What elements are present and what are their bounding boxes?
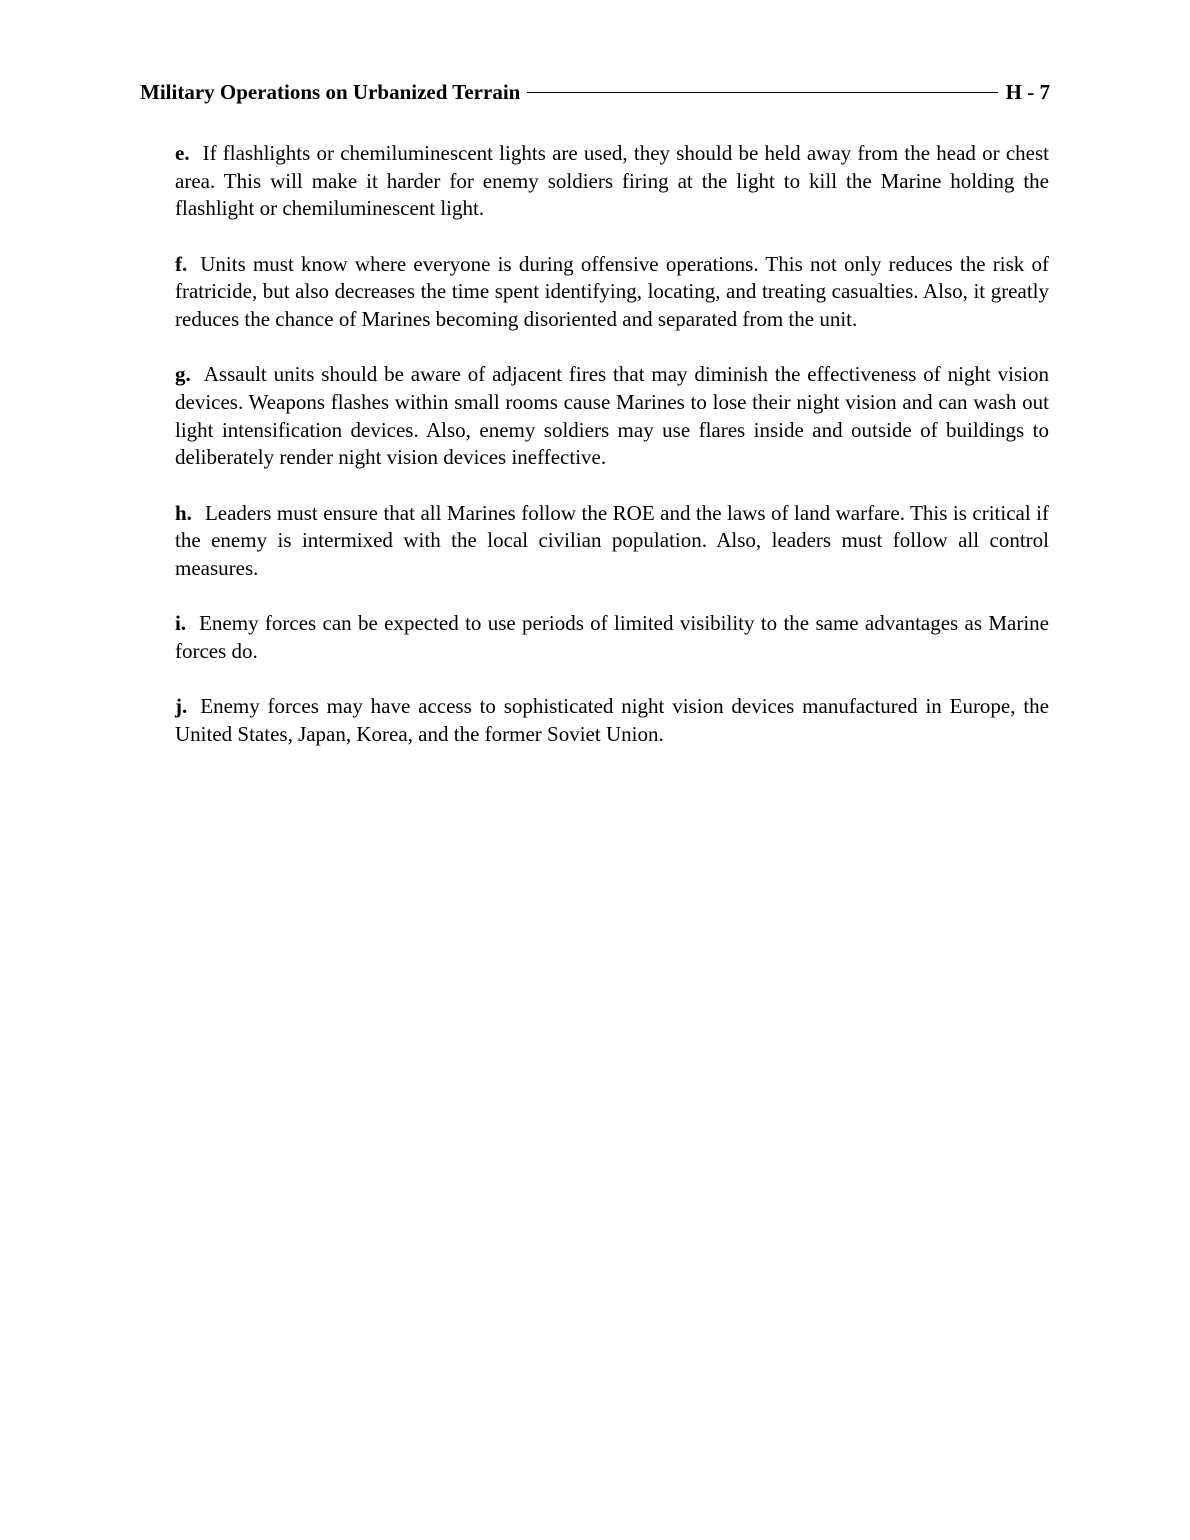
paragraph-letter: f. — [175, 251, 188, 276]
paragraph-f — [175, 251, 1049, 334]
body-content — [175, 140, 1049, 776]
paragraph-letter: g. — [175, 362, 191, 387]
paragraph-text: Assault units should be aware of adjacent fires that may diminish the effectiveness of night vision devices. Weapons flashes within small rooms cause Marines to lose their night vision and can wash out light intensification devices. Also, enemy soldiers may use flares inside and outside of buildings to deliberately render night vision devices ineffective. — [175, 362, 1049, 470]
page-header — [140, 78, 1050, 106]
paragraph-text: Units must know where everyone is during offensive operations. This not only reduces the risk of fratricide, but also decreases the time spent identifying, locating, and treating casualties. Also, it greatly reduces the chance of Marines becoming disoriented and separated from the unit. — [175, 251, 1049, 332]
paragraph-h — [175, 500, 1049, 583]
paragraph-g — [175, 361, 1049, 472]
paragraph-text: Leaders must ensure that all Marines follow the ROE and the laws of land warfare. This is critical if the enemy is intermixed with the local civilian population. Also, leaders must follow all control measures. — [175, 500, 1049, 580]
paragraph-i — [175, 610, 1049, 665]
page-number: H - 7 — [1005, 80, 1050, 104]
paragraph-letter: h. — [175, 500, 192, 525]
paragraph-text: If flashlights or chemiluminescent lights are used, they should be held away from the head or chest area. This will make it harder for enemy soldiers firing at the light to kill the Marine holding the flashlight or chemiluminescent light. — [175, 141, 1049, 221]
paragraph-j — [175, 693, 1049, 748]
paragraph-text: Enemy forces may have access to sophisticated night vision devices manufactured in Europe, the United States, Japan, Korea, and the former Soviet Union. — [175, 694, 1049, 746]
header-rule — [527, 92, 997, 93]
paragraph-letter: j. — [175, 694, 188, 719]
header-title: Military Operations on Urbanized Terrain — [140, 80, 521, 104]
paragraph-e — [175, 140, 1049, 223]
paragraph-letter: i. — [175, 611, 187, 636]
paragraph-letter: e. — [175, 141, 190, 165]
paragraph-text: Enemy forces can be expected to use periods of limited visibility to the same advantages as Marine forces do. — [175, 611, 1049, 663]
